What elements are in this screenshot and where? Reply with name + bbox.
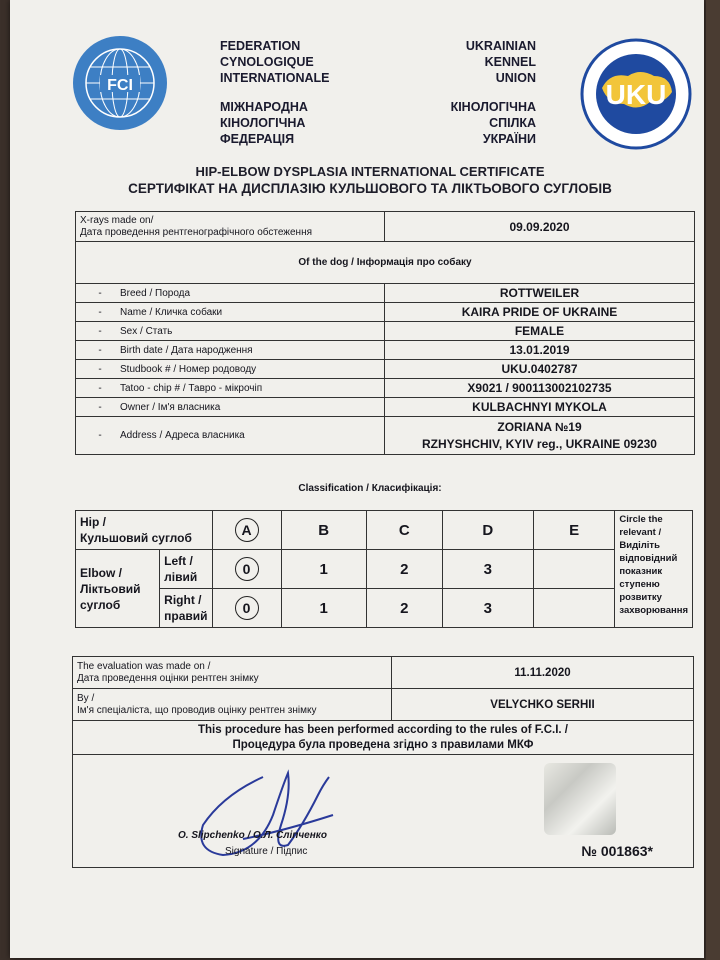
right-grade-1: 1 xyxy=(281,589,366,628)
fci-org-ua-line: ФЕДЕРАЦІЯ xyxy=(220,132,295,146)
dog-row xyxy=(76,322,695,341)
circle-note: Circle the relevant / Виділіть відповідний показник ступеню розвитку захворювання xyxy=(615,511,693,628)
sex-value: FEMALE xyxy=(385,322,695,341)
address-line2: RZHYSHCHIV, KYIV reg., UKRAINE 09230 xyxy=(422,436,657,451)
row-dash: - xyxy=(98,382,102,394)
row-dash: - xyxy=(98,401,102,413)
ukr-org-ua-line: УКРАЇНИ xyxy=(482,132,536,146)
row-dash: - xyxy=(98,287,102,299)
xray-label-ua: Дата проведення рентгенографічного обстеження xyxy=(80,226,313,238)
left-grade-3: 3 xyxy=(442,550,533,589)
evaluation-table xyxy=(72,656,694,868)
fci-org-ua xyxy=(220,99,308,147)
dog-row xyxy=(76,360,695,379)
fci-logo-text: FCI xyxy=(107,77,133,94)
left-grade-empty xyxy=(533,550,615,589)
hip-grade-e: E xyxy=(533,511,615,550)
breed-value: ROTTWEILER xyxy=(385,284,695,303)
address-line1: ZORIANA №19 xyxy=(497,419,582,434)
title-ua: СЕРТИФІКАТ НА ДИСПЛАЗІЮ КУЛЬШОВОГО ТА ЛІКТЬОВОГО СУГЛОБІВ xyxy=(128,181,612,196)
row-label: Name / Кличка собаки xyxy=(120,306,223,318)
hologram-sticker xyxy=(544,763,616,835)
row-label: Address / Адреса власника xyxy=(120,430,245,441)
chip-value: X9021 / 900113002102735 xyxy=(385,379,695,398)
signer-name: O. Slipchenko / О.Л. Сліпченко xyxy=(178,830,327,841)
studbook-value: UKU.0402787 xyxy=(385,360,695,379)
elbow-label: Elbow / Ліктьовий суглоб xyxy=(76,550,160,628)
evaluator-row xyxy=(73,689,694,721)
right-grade-empty xyxy=(533,589,615,628)
background-edge xyxy=(706,0,720,960)
signature-area xyxy=(73,755,694,868)
evaluator-name: VELYCHKO SERHII xyxy=(392,689,694,721)
dog-section-header: Of the dog / Інформація про собаку xyxy=(76,242,695,284)
xray-date: 09.09.2020 xyxy=(385,212,695,242)
birth-date-value: 13.01.2019 xyxy=(385,341,695,360)
left-grade-0: 0 xyxy=(212,550,281,589)
xray-label-cell xyxy=(76,212,385,242)
ukr-org-line: UKRAINIAN xyxy=(465,39,536,53)
elbow-right-row xyxy=(76,589,693,628)
elbow-left-row xyxy=(76,550,693,589)
row-label: Sex / Стать xyxy=(120,325,173,337)
row-dash: - xyxy=(98,363,102,375)
evaluation-date-label: The evaluation was made on / xyxy=(77,660,211,672)
row-label: Studbook # / Номер родоводу xyxy=(120,363,257,375)
left-grade-2: 2 xyxy=(366,550,442,589)
fci-org-line: INTERNATIONALE xyxy=(220,71,330,85)
classification-table xyxy=(75,510,693,628)
hip-label: Hip / xyxy=(80,515,106,529)
serial-number: № 001863* xyxy=(581,843,653,859)
fci-org-ua-line: МІЖНАРОДНА xyxy=(220,100,308,114)
dog-row xyxy=(76,379,695,398)
row-dash: - xyxy=(98,325,102,337)
ukr-org-line: UNION xyxy=(495,71,536,85)
dog-info-table xyxy=(75,211,695,455)
fci-logo xyxy=(72,35,168,131)
procedure-en: This procedure has been performed according to the rules of F.C.I. / xyxy=(198,723,568,736)
evaluator-label-ua: Ім'я спеціаліста, що проводив оцінку рентген знімку xyxy=(77,704,317,716)
left-label: Left / лівий xyxy=(160,550,212,589)
row-dash: - xyxy=(98,344,102,356)
dog-row xyxy=(76,284,695,303)
ukr-org-ua xyxy=(451,99,536,147)
name-value: KAIRA PRIDE OF UKRAINE xyxy=(385,303,695,322)
fci-org-ua-line: КІНОЛОГІЧНА xyxy=(220,116,306,130)
ukr-org-ua-line: СПІЛКА xyxy=(489,116,536,130)
row-dash: - xyxy=(98,306,102,318)
dog-row xyxy=(76,398,695,417)
hip-grade-d: D xyxy=(442,511,533,550)
hip-row xyxy=(76,511,693,550)
evaluation-date-label-ua: Дата проведення оцінки рентген знімку xyxy=(77,672,259,684)
row-label: Birth date / Дата народження xyxy=(120,344,253,356)
ukr-org-line: KENNEL xyxy=(484,55,536,69)
title-en: HIP-ELBOW DYSPLASIA INTERNATIONAL CERTIFICATE xyxy=(195,164,545,179)
dog-row xyxy=(76,303,695,322)
row-label: Tatoo - chip # / Тавро - мікрочіп xyxy=(120,382,263,394)
fci-org-line: FEDERATION xyxy=(220,39,301,53)
classification-label: Classification / Класифікація: xyxy=(298,483,442,494)
hip-grade-b: B xyxy=(281,511,366,550)
dog-row xyxy=(76,341,695,360)
right-label: Right / правий xyxy=(160,589,212,628)
right-grade-3: 3 xyxy=(442,589,533,628)
right-grade-0: 0 xyxy=(212,589,281,628)
owner-value: KULBACHNYI MYKOLA xyxy=(385,398,695,417)
svg-text:UKU: UKU xyxy=(605,79,667,110)
hip-grade-a: A xyxy=(212,511,281,550)
left-grade-1: 1 xyxy=(281,550,366,589)
ukr-org-ua-line: КІНОЛОГІЧНА xyxy=(450,100,536,114)
procedure-ua: Процедура була проведена згідно з правилами МКФ xyxy=(232,738,534,751)
xray-label-en: X-rays made on/ xyxy=(80,214,154,226)
ukrainian-kennel-union-logo xyxy=(580,38,692,150)
certificate xyxy=(10,0,704,958)
evaluation-date-row xyxy=(73,657,694,689)
fci-org-line: CYNOLOGIQUE xyxy=(220,55,314,69)
right-grade-2: 2 xyxy=(366,589,442,628)
hip-grade-c: C xyxy=(366,511,442,550)
row-dash: - xyxy=(98,430,102,441)
address-row xyxy=(76,417,695,455)
evaluator-label: By / xyxy=(77,692,95,704)
address-value xyxy=(385,417,695,455)
row-label: Owner / Ім'я власника xyxy=(120,401,221,413)
signature-label: Signature / Підпис xyxy=(225,846,308,857)
row-label: Breed / Порода xyxy=(120,287,191,299)
fci-org-en xyxy=(220,38,330,86)
ukr-org-en xyxy=(466,38,536,86)
hip-label-ua: Кульшовий суглоб xyxy=(80,531,192,545)
procedure-statement xyxy=(73,721,694,755)
evaluation-date: 11.11.2020 xyxy=(392,657,694,689)
